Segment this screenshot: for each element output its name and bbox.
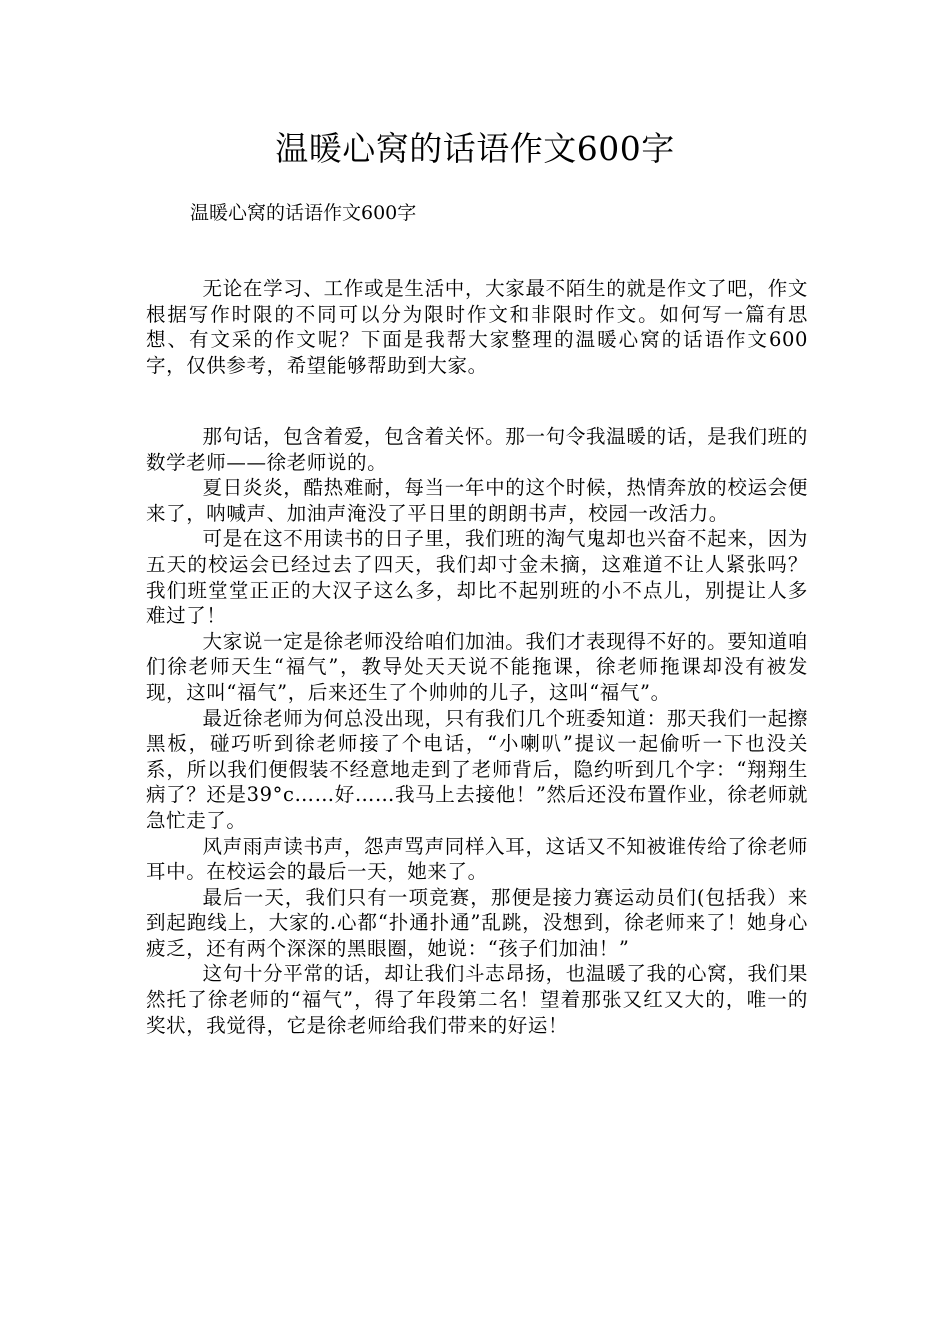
essay-paragraph-7: 最后一天，我们只有一项竞赛，那便是接力赛运动员们(包括我）来到起跑线上，大家的.心都“扑通扑通”乱跳，没想到，徐老师来了！她身心疲乏，还有两个深深的黑眼圈，她说：“孩子们加油！” xyxy=(146,885,808,960)
essay-body xyxy=(146,424,808,1038)
essay-paragraph-8: 这句十分平常的话，却让我们斗志昂扬，也温暖了我的心窝，我们果然托了徐老师的“福气”，得了年段第二名！望着那张又红又大的，唯一的奖状，我觉得，它是徐老师给我们带来的好运！ xyxy=(146,962,808,1037)
intro-paragraph: 无论在学习、工作或是生活中，大家最不陌生的就是作文了吧，作文根据写作时限的不同可以分为限时作文和非限时作文。如何写一篇有思想、有文采的作文呢？下面是我帮大家整理的温暖心窝的话语作文600字，仅供参考，希望能够帮助到大家。 xyxy=(146,277,808,377)
essay-paragraph-1: 那句话，包含着爱，包含着关怀。那一句令我温暖的话，是我们班的数学老师——徐老师说的。 xyxy=(146,425,808,474)
document-subtitle: 温暖心窝的话语作文600字 xyxy=(190,202,417,224)
intro-section xyxy=(146,276,808,378)
document-title: 温暖心窝的话语作文600字 xyxy=(275,129,675,168)
essay-paragraph-2: 夏日炎炎，酷热难耐，每当一年中的这个时候，热情奔放的校运会便来了，呐喊声、加油声淹没了平日里的朗朗书声，校园一改活力。 xyxy=(146,476,808,525)
essay-paragraph-4: 大家说一定是徐老师没给咱们加油。我们才表现得不好的。要知道咱们徐老师天生“福气”，教导处天天说不能拖课，徐老师拖课却没有被发现，这叫“福气”，后来还生了个帅帅的儿子，这叫“福气”。 xyxy=(146,629,808,704)
essay-paragraph-3: 可是在这不用读书的日子里，我们班的淘气鬼却也兴奋不起来，因为五天的校运会已经过去了四天，我们却寸金未摘，这难道不让人紧张吗？我们班堂堂正正的大汉子这么多，却比不起别班的小不点儿，别提让人多难过了！ xyxy=(146,527,808,628)
essay-paragraph-6: 风声雨声读书声，怨声骂声同样入耳，这话又不知被谁传给了徐老师耳中。在校运会的最后一天，她来了。 xyxy=(146,834,808,884)
essay-paragraph-5: 最近徐老师为何总没出现，只有我们几个班委知道：那天我们一起擦黑板，碰巧听到徐老师接了个电话，“小喇叭”提议一起偷听一下也没关系，所以我们便假装不经意地走到了老师背后，隐约听到几个字：“翔翔生病了？还是39°c……好……我马上去接他！”然后还没布置作业，徐老师就急忙走了。 xyxy=(146,706,808,832)
